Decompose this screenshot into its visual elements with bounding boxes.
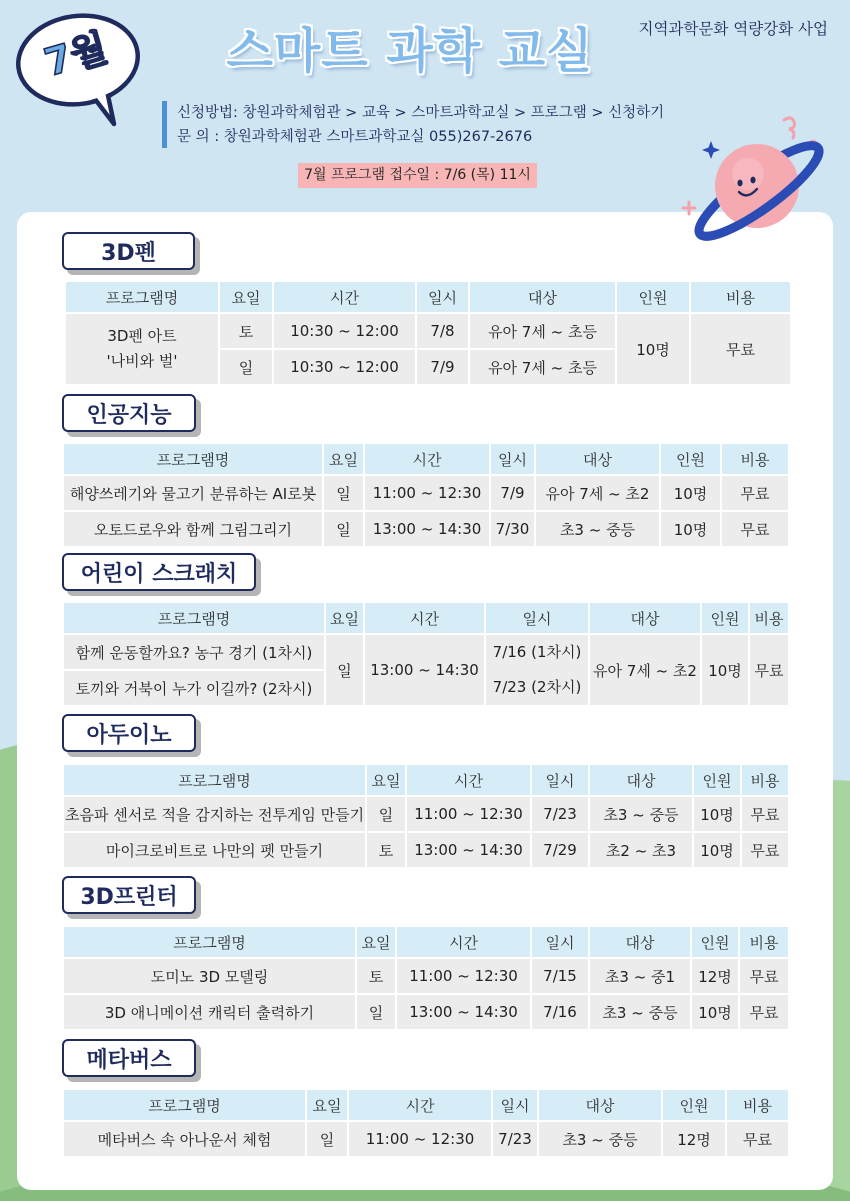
col-header-day: 요일 [366, 764, 406, 796]
cell-capacity: 10명 [660, 511, 721, 547]
cell-day: 일 [356, 994, 396, 1030]
col-header-program: 프로그램명 [65, 281, 219, 313]
col-header-day: 요일 [219, 281, 273, 313]
schedule-table-metaverse [62, 1088, 790, 1158]
col-header-program: 프로그램명 [63, 443, 323, 475]
cell-program [65, 313, 219, 385]
organization-label: 지역과학문화 역량강화 사업 [638, 20, 828, 38]
cell-fee: 무료 [741, 832, 789, 868]
cell-date: 7/15 [531, 958, 589, 994]
cell-time: 11:00 ~ 12:30 [348, 1121, 492, 1157]
col-header-day: 요일 [325, 602, 364, 634]
col-header-day: 요일 [306, 1089, 348, 1121]
cell-capacity: 12명 [691, 958, 739, 994]
cell-program: 3D 애니메이션 캐릭터 출력하기 [63, 994, 356, 1030]
col-header-program: 프로그램명 [63, 1089, 306, 1121]
month-badge: 7월 [39, 25, 113, 85]
cell-target: 유아 7세 ~ 초등 [469, 313, 616, 349]
col-header-time: 시간 [364, 443, 490, 475]
section-label-ai: 인공지능 [62, 394, 196, 432]
col-header-capacity: 인원 [616, 281, 690, 313]
cell-date: 7/23 [531, 796, 589, 832]
col-header-target: 대상 [589, 764, 693, 796]
page-title: 스마트 과학 교실 [226, 23, 594, 79]
col-header-target: 대상 [589, 602, 701, 634]
cell-target: 초2 ~ 초3 [589, 832, 693, 868]
table-row [63, 796, 789, 832]
col-header-date: 일시 [492, 1089, 538, 1121]
cell-fee: 무료 [741, 796, 789, 832]
cell-time: 13:00 ~ 14:30 [364, 634, 485, 706]
cell-program: 오토드로우와 함께 그림그리기 [63, 511, 323, 547]
cell-capacity: 10명 [693, 832, 741, 868]
table-header-row [63, 443, 789, 475]
cell-date: 7/9 [416, 349, 469, 385]
table-row [63, 634, 789, 670]
col-header-capacity: 인원 [662, 1089, 726, 1121]
schedule-table-3d-pen [64, 280, 792, 386]
col-header-program: 프로그램명 [63, 602, 325, 634]
cell-day: 일 [325, 634, 364, 706]
table-header-row [63, 764, 789, 796]
cell-fee: 무료 [721, 511, 789, 547]
col-header-target: 대상 [535, 443, 660, 475]
cell-day: 토 [356, 958, 396, 994]
info-accent-bar [162, 101, 167, 148]
section-label-arduino: 아두이노 [62, 714, 196, 752]
col-header-time: 시간 [396, 926, 531, 958]
cell-target: 초3 ~ 중등 [535, 511, 660, 547]
col-header-date: 일시 [416, 281, 469, 313]
table-row [63, 1121, 789, 1157]
cell-time: 10:30 ~ 12:00 [273, 313, 416, 349]
section-label-metaverse: 메타버스 [62, 1039, 196, 1077]
col-header-time: 시간 [348, 1089, 492, 1121]
cell-fee: 무료 [739, 994, 789, 1030]
col-header-fee: 비용 [749, 602, 789, 634]
schedule-table-3d-printer [62, 925, 790, 1031]
cell-program: 토끼와 거북이 누가 이길까? (2차시) [63, 670, 325, 706]
cell-program: 해양쓰레기와 물고기 분류하는 AI로봇 [63, 475, 323, 511]
cell-day: 토 [366, 832, 406, 868]
cell-program: 메타버스 속 아나운서 체험 [63, 1121, 306, 1157]
cell-time: 11:00 ~ 12:30 [364, 475, 490, 511]
cell-target: 유아 7세 ~ 초등 [469, 349, 616, 385]
col-header-capacity: 인원 [691, 926, 739, 958]
col-header-day: 요일 [356, 926, 396, 958]
cell-capacity: 10명 [693, 796, 741, 832]
cell-time: 10:30 ~ 12:00 [273, 349, 416, 385]
star-icon [702, 141, 720, 159]
cell-time: 13:00 ~ 14:30 [364, 511, 490, 547]
table-row [63, 832, 789, 868]
cell-day: 일 [366, 796, 406, 832]
cell-capacity: 12명 [662, 1121, 726, 1157]
cell-date: 7/29 [531, 832, 589, 868]
col-header-fee: 비용 [690, 281, 791, 313]
cell-target: 초3 ~ 중등 [538, 1121, 662, 1157]
col-header-date: 일시 [490, 443, 535, 475]
cell-target: 초3 ~ 중1 [589, 958, 691, 994]
section-label-scratch: 어린이 스크래치 [62, 553, 256, 591]
cell-program: 초음파 센서로 적을 감지하는 전투게임 만들기 [63, 796, 366, 832]
cell-capacity: 10명 [691, 994, 739, 1030]
cell-date: 7/9 [490, 475, 535, 511]
program-line: 3D펜 아트 [107, 327, 177, 345]
cell-program: 도미노 3D 모델링 [63, 958, 356, 994]
cell-date: 7/16 [531, 994, 589, 1030]
info-apply-method: 신청방법: 창원과학체험관 > 교육 > 스마트과학교실 > 프로그램 > 신청하기 [177, 105, 665, 121]
info-contact: 문 의 : 창원과학체험관 스마트과학교실 055)267-2676 [177, 129, 533, 145]
registration-notice: 7월 프로그램 접수일 : 7/6 (목) 11시 [298, 163, 537, 188]
col-header-target: 대상 [469, 281, 616, 313]
schedule-table-scratch [62, 601, 790, 707]
table-row [63, 475, 789, 511]
cell-date: 7/8 [416, 313, 469, 349]
cell-time: 13:00 ~ 14:30 [406, 832, 531, 868]
cell-target: 유아 7세 ~ 초2 [589, 634, 701, 706]
cell-date: 7/23 [492, 1121, 538, 1157]
table-row [63, 994, 789, 1030]
col-header-capacity: 인원 [701, 602, 749, 634]
cell-capacity: 10명 [616, 313, 690, 385]
sparkle-icon [683, 202, 695, 214]
cell-time: 11:00 ~ 12:30 [406, 796, 531, 832]
col-header-target: 대상 [538, 1089, 662, 1121]
schedule-table-ai [62, 442, 790, 548]
date-line: 7/23 (2차시) [492, 678, 582, 696]
col-header-date: 일시 [485, 602, 589, 634]
cell-fee: 무료 [721, 475, 789, 511]
col-header-time: 시간 [364, 602, 485, 634]
section-label-3d-printer: 3D프린터 [62, 876, 196, 914]
cell-day: 일 [323, 475, 364, 511]
col-header-time: 시간 [406, 764, 531, 796]
col-header-target: 대상 [589, 926, 691, 958]
col-header-capacity: 인원 [660, 443, 721, 475]
cell-target: 초3 ~ 중등 [589, 796, 693, 832]
cell-capacity: 10명 [660, 475, 721, 511]
col-header-day: 요일 [323, 443, 364, 475]
cell-day: 일 [306, 1121, 348, 1157]
cell-time: 13:00 ~ 14:30 [396, 994, 531, 1030]
table-row [65, 313, 791, 349]
planet-mascot-icon [680, 112, 830, 252]
col-header-date: 일시 [531, 926, 589, 958]
col-header-fee: 비용 [721, 443, 789, 475]
schedule-table-arduino [62, 763, 790, 869]
cell-date [485, 634, 589, 706]
cell-time: 11:00 ~ 12:30 [396, 958, 531, 994]
section-label-3d-pen: 3D펜 [62, 232, 195, 270]
table-header-row [63, 926, 789, 958]
cell-date: 7/30 [490, 511, 535, 547]
col-header-fee: 비용 [741, 764, 789, 796]
cell-day: 일 [323, 511, 364, 547]
date-line: 7/16 (1차시) [492, 643, 582, 661]
cell-fee: 무료 [726, 1121, 789, 1157]
cell-capacity: 10명 [701, 634, 749, 706]
cell-target: 초3 ~ 중등 [589, 994, 691, 1030]
table-header-row [63, 1089, 789, 1121]
cell-day: 일 [219, 349, 273, 385]
cell-program: 함께 운동할까요? 농구 경기 (1차시) [63, 634, 325, 670]
cell-program: 마이크로비트로 나만의 펫 만들기 [63, 832, 366, 868]
program-line: '나비와 벌' [106, 352, 178, 370]
col-header-date: 일시 [531, 764, 589, 796]
col-header-time: 시간 [273, 281, 416, 313]
cell-fee: 무료 [749, 634, 789, 706]
table-header-row [65, 281, 791, 313]
cell-fee: 무료 [690, 313, 791, 385]
col-header-fee: 비용 [739, 926, 789, 958]
col-header-program: 프로그램명 [63, 926, 356, 958]
table-row [63, 511, 789, 547]
col-header-capacity: 인원 [693, 764, 741, 796]
col-header-program: 프로그램명 [63, 764, 366, 796]
cell-fee: 무료 [739, 958, 789, 994]
cell-target: 유아 7세 ~ 초2 [535, 475, 660, 511]
cell-day: 토 [219, 313, 273, 349]
table-row [63, 958, 789, 994]
col-header-fee: 비용 [726, 1089, 789, 1121]
table-header-row [63, 602, 789, 634]
